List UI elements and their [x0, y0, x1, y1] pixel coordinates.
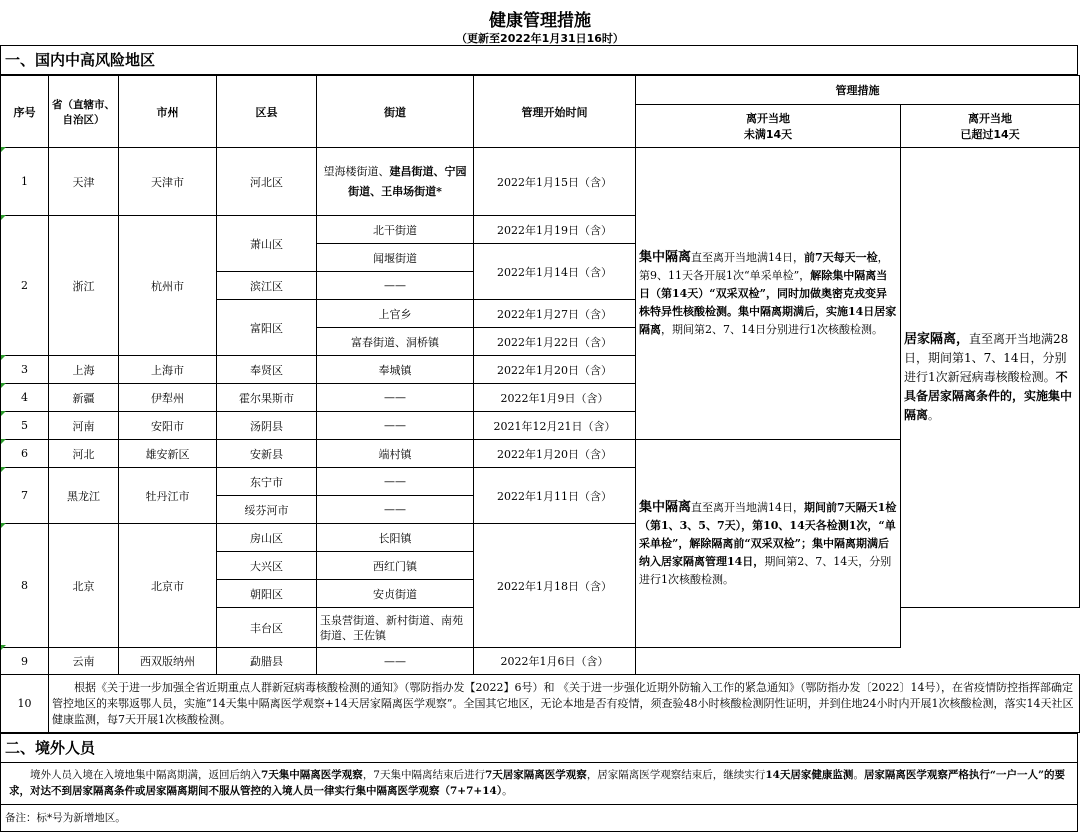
row4-city: 伊犁州: [119, 384, 217, 412]
row4-seq: 4: [1, 384, 49, 412]
overseas-f: 14天居家健康监测: [765, 769, 854, 781]
measure-b-p2: 直至离开当地满14日，: [691, 500, 805, 514]
row7-district-suifenhe: 绥芬河市: [217, 496, 317, 524]
row10-policy-note: 根据《关于进一步加强全省近期重点人群新冠病毒核酸检测的通知》（鄂防指办发【2022】6号）和 《关于进一步强化近期外防输入工作的紧急通知》（鄂防指办发〔2022〕14号），在省疫情防控指挥部确定管控地区的来鄂返鄂人员，实施“14天集中隔离医学观察+14天居家隔离医学观察”。全国其它地区，无论本地是否有疫情，须查验48小时核酸检测阴性证明，并到住地24小时内开展1次核酸检测，落实14天社区健康监测，每7天开展1次核酸检测。: [49, 675, 1080, 733]
row2-seq: 2: [1, 216, 49, 356]
row1-street-plain: 望海楼街道、: [323, 164, 390, 178]
row2-city: 杭州市: [119, 216, 217, 356]
cell-marker: [1, 411, 6, 416]
risk-area-table: [0, 75, 1080, 733]
header-city: 市州: [119, 76, 217, 148]
cell-marker: [1, 523, 6, 528]
row7-street-dongning: ——: [317, 468, 474, 496]
row4-street: ——: [317, 384, 474, 412]
row9-province: 云南: [49, 648, 119, 675]
measure-c-p2: 直至离开当地满28日，期间第1、7、14日，分别进行1次新冠病毒核酸检测。: [904, 332, 1069, 384]
page-subtitle: （更新至2022年1月31日16时）: [456, 32, 624, 45]
row3-district: 奉贤区: [217, 356, 317, 384]
measure-under14-group-a: [636, 148, 901, 440]
row7-province: 黑龙江: [49, 468, 119, 524]
header-under-14-days: 离开当地 未满14天: [636, 105, 901, 148]
row8-street-fengtai: 玉泉营街道、新村街道、南苑街道、王佐镇: [317, 608, 474, 648]
measure-c-p3: 不具备居家隔离条件的，实施集中隔离: [904, 370, 1073, 422]
header-over-14-days: 离开当地 已超过14天: [901, 105, 1080, 148]
row2-date-shangguan: 2022年1月27日（含）: [474, 300, 636, 328]
cell-marker: [1, 147, 6, 152]
measure-a-p6: ，期间第2、7、14日分别进行1次核酸检测。: [661, 322, 883, 336]
row10-seq: 10: [1, 675, 49, 733]
overseas-a: 境外人员入境在入境地集中隔离期满，返回后纳入: [30, 769, 261, 781]
cell-marker: [1, 355, 6, 360]
measure-b-p1: 集中隔离: [639, 499, 692, 515]
row6-seq: 6: [1, 440, 49, 468]
row8-district-daxing: 大兴区: [217, 552, 317, 580]
row9-district: 勐腊县: [217, 648, 317, 675]
header-street: 街道: [317, 76, 474, 148]
row2-date-beigan: 2022年1月19日（含）: [474, 216, 636, 244]
section-domestic-heading: 一、国内中高风险地区: [0, 45, 1078, 75]
section-overseas-heading: 二、境外人员: [0, 733, 1078, 763]
cell-marker: [1, 645, 6, 650]
header-district: 区县: [217, 76, 317, 148]
remark-note: 备注：标*号为新增地区。: [0, 804, 1078, 832]
row2-date-wenyan-binjiang: 2022年1月14日（含）: [474, 244, 636, 300]
measure-a-p2: 直至离开当地满14日，: [691, 250, 805, 264]
row8-seq: 8: [1, 524, 49, 648]
row9-seq: 9: [1, 648, 49, 675]
row4-date: 2022年1月9日（含）: [474, 384, 636, 412]
row4-district: 霍尔果斯市: [217, 384, 317, 412]
row8-province: 北京: [49, 524, 119, 648]
header-province: 省（直辖市、自治区）: [49, 76, 119, 148]
row6-province: 河北: [49, 440, 119, 468]
row5-city: 安阳市: [119, 412, 217, 440]
row3-street: 奉城镇: [317, 356, 474, 384]
header-start-time: 管理开始时间: [474, 76, 636, 148]
measure-b-p3: 期间前7天隔天1检（第1、3、5、7天），第10、14天各检测1次，“单采单检”，解除隔离前“双采双检”；集中隔离期满后纳入居家隔离管理14日，: [639, 500, 897, 568]
overseas-e: ，居家隔离医学观察结束后，继续实行: [586, 769, 766, 781]
measure-a-p3: 前7天每天一检: [804, 250, 878, 264]
row2-street-beigan: 北干街道: [317, 216, 474, 244]
row3-city: 上海市: [119, 356, 217, 384]
row3-seq: 3: [1, 356, 49, 384]
row7-street-suifenhe: ——: [317, 496, 474, 524]
row8-district-fangshan: 房山区: [217, 524, 317, 552]
row5-district: 汤阴县: [217, 412, 317, 440]
cell-marker: [1, 215, 6, 220]
row1-district: 河北区: [217, 148, 317, 216]
measure-c-p1: 居家隔离，: [904, 332, 970, 347]
row2-district-binjiang: 滨江区: [217, 272, 317, 300]
row5-date: 2021年12月21日（含）: [474, 412, 636, 440]
row8-street-anzhen: 安贞街道: [317, 580, 474, 608]
cell-marker: [1, 383, 6, 388]
row7-date: 2022年1月11日（含）: [474, 468, 636, 524]
row5-street: ——: [317, 412, 474, 440]
row2-street-fuchun: 富春街道、洞桥镇: [317, 328, 474, 356]
row4-province: 新疆: [49, 384, 119, 412]
overseas-d: 7天居家隔离医学观察: [485, 769, 587, 781]
page-title: 健康管理措施: [489, 11, 591, 31]
overseas-i: 对达不到居家隔离条件或居家隔离期间不服从管控的入境人员一律实行集中隔离医学观察（7+7+14）: [30, 785, 503, 797]
measure-b-p4: 期间第2、7、14天，分别进行1次核酸检测。: [639, 554, 892, 586]
measure-over14: [901, 148, 1080, 608]
overseas-j: 。: [502, 785, 513, 797]
row8-city: 北京市: [119, 524, 217, 648]
cell-marker: [1, 467, 6, 472]
overseas-h: 居家隔离医学观察严格执行“一户一人”的要求，: [9, 769, 1066, 797]
row3-province: 上海: [49, 356, 119, 384]
row5-seq: 5: [1, 412, 49, 440]
row2-date-fuchun: 2022年1月22日（含）: [474, 328, 636, 356]
cell-marker: [1, 439, 6, 444]
row1-street-bold: 建昌街道、宁园街道、王串场街道*: [348, 164, 467, 198]
overseas-policy-text: [0, 763, 1078, 805]
row7-district-dongning: 东宁市: [217, 468, 317, 496]
measure-under14-group-b: [636, 440, 901, 648]
row5-province: 河南: [49, 412, 119, 440]
row7-city: 牡丹江市: [119, 468, 217, 524]
row3-date: 2022年1月20日（含）: [474, 356, 636, 384]
measure-c-p4: 。: [928, 409, 940, 422]
row9-city: 西双版纳州: [119, 648, 217, 675]
header-seq: 序号: [1, 76, 49, 148]
row1-seq: 1: [1, 148, 49, 216]
measure-a-p5: 解除集中隔离当日（第14天）“双采双检”，同时加做奥密克戎变异株特异性核酸检测。集中隔离期满后，实施14日居家隔离: [639, 268, 897, 336]
row6-street: 端村镇: [317, 440, 474, 468]
header-measures: 管理措施: [636, 76, 1080, 105]
measure-a-p4: ，第9、11天各开展1次“单采单检”，: [639, 250, 889, 282]
row8-street-xihongmen: 西红门镇: [317, 552, 474, 580]
row8-street-changyang: 长阳镇: [317, 524, 474, 552]
row6-date: 2022年1月20日（含）: [474, 440, 636, 468]
overseas-c: ，7天集中隔离结束后进行: [362, 769, 485, 781]
row2-district-xiaoshan: 萧山区: [217, 216, 317, 272]
row8-district-chaoyang: 朝阳区: [217, 580, 317, 608]
row1-city: 天津市: [119, 148, 217, 216]
measure-a-p1: 集中隔离: [639, 249, 692, 265]
row1-street: [317, 148, 474, 216]
row1-province: 天津: [49, 148, 119, 216]
row7-seq: 7: [1, 468, 49, 524]
row6-city: 雄安新区: [119, 440, 217, 468]
row1-date: 2022年1月15日（含）: [474, 148, 636, 216]
row9-date: 2022年1月6日（含）: [474, 648, 636, 675]
row6-district: 安新县: [217, 440, 317, 468]
overseas-g: 。: [853, 769, 864, 781]
row2-street-wenyan: 闻堰街道: [317, 244, 474, 272]
row2-district-fuyang: 富阳区: [217, 300, 317, 356]
overseas-b: 7天集中隔离医学观察: [261, 769, 363, 781]
row2-province: 浙江: [49, 216, 119, 356]
row9-street: ——: [317, 648, 474, 675]
row2-street-shangguan: 上官乡: [317, 300, 474, 328]
row2-street-binjiang: ——: [317, 272, 474, 300]
row8-date: 2022年1月18日（含）: [474, 524, 636, 648]
row8-district-fengtai: 丰台区: [217, 608, 317, 648]
